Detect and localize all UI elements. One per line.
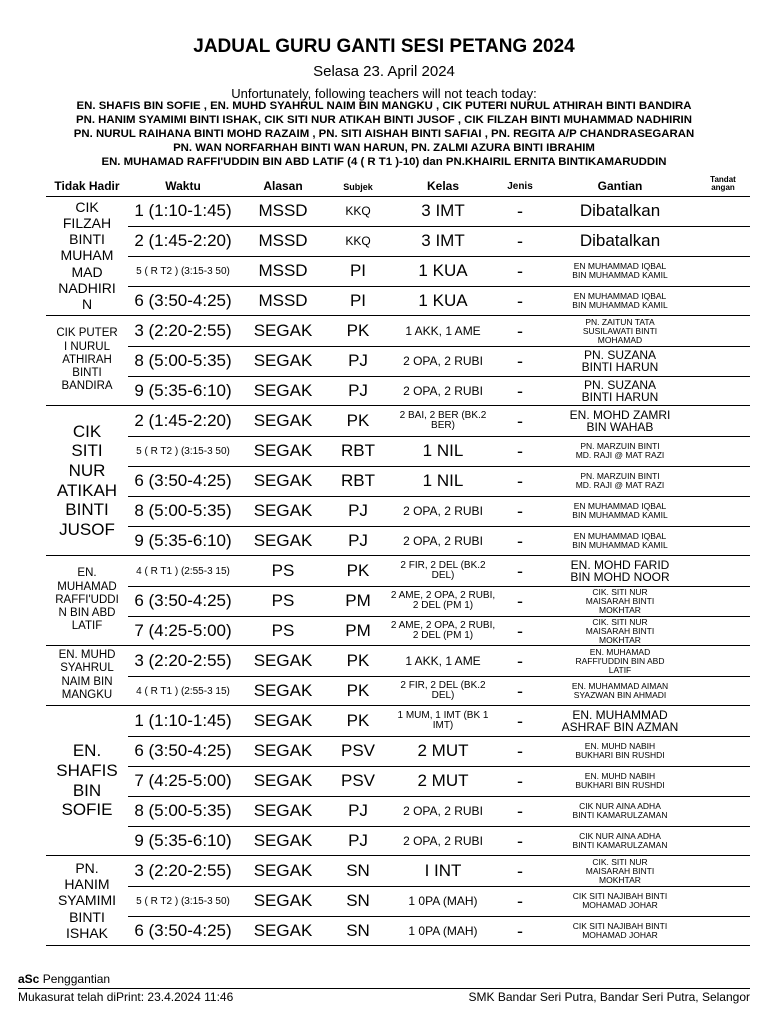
table-header [46,176,750,197]
cell-subjek: PI [349,261,367,280]
table-row [128,736,750,767]
cell-kelas: 1 AKK, 1 AME [405,654,481,668]
teacher-name-line: SYAMIMI [57,892,117,909]
col-jenis: Jenis [507,181,533,192]
cell-waktu: 6 (3:50-4:25) [134,741,232,760]
substitution-table [46,196,750,946]
cell-kelas: 2 MUT [417,741,469,760]
gantian-line: CIK. SITI NUR [592,586,648,597]
table-row [128,376,750,406]
cell-jenis: - [517,620,523,641]
cell-alasan: SEGAK [253,471,313,490]
gantian-line: CIK. SITI NUR [592,856,648,867]
table-row [128,346,750,377]
teacher-name-line: NUR [68,460,106,480]
gantian-line: EN. MOHD ZAMRI [569,408,671,422]
teacher-name-line: BINTI [65,500,109,520]
table-row [128,586,750,617]
cell-subjek: SN [346,891,370,910]
cell-kelas: 1 MUM, 1 IMT (BK 1 IMT) [397,710,489,731]
teacher-name-line: ISHAK [65,924,108,941]
cell-alasan: SEGAK [253,891,313,910]
col-gantian: Gantian [597,179,643,193]
col-tandatangan-line: Tandat [710,175,736,184]
table-row [128,796,750,827]
cell-gantian [544,766,696,796]
cell-alasan: SEGAK [253,351,313,370]
cell-kelas: 1 0PA (MAH) [408,924,478,938]
gantian-line: CIK SITI NAJIBAH BINTI [572,891,668,901]
cell-kelas: 1 0PA (MAH) [408,894,478,908]
cell-jenis: - [517,290,523,311]
cell-kelas: 2 AME, 2 OPA, 2 RUBI, 2 DEL (PM 1) [390,620,496,641]
gantian-line: BIN MUHAMMAD KAMIL [572,270,668,280]
cell-subjek: PK [346,651,370,670]
table-row [128,406,750,437]
cell-alasan: SEGAK [253,321,313,340]
gantian-line: MOKHTAR [599,634,641,645]
absent-line: EN. MUHAMAD RAFFI'UDDIN BIN ABD LATIF (4 ( R T1 )-10) dan PN.KHAIRIL ERNITA BINTIKAMARUDDIN [101,156,667,168]
table-row [128,826,750,856]
cell-jenis: - [517,380,523,401]
page-title: JADUAL GURU GANTI SESI PETANG 2024 [193,36,575,57]
teacher-name-line: EN. MUHD [58,649,116,662]
gantian-line: MAISARAH BINTI [585,865,655,876]
cell-jenis: - [517,230,523,251]
cell-gantian [544,526,696,556]
cell-kelas: 1 AKK, 1 AME [405,324,481,338]
cell-waktu: 8 (5:00-5:35) [134,351,232,370]
absent-teachers-list [4,99,764,169]
cell-kelas: 1 KUA [418,261,468,280]
teacher-name-line: BIN [72,780,102,800]
cell-gantian [544,256,696,286]
gantian-line: BIN WAHAB [586,420,654,434]
gantian-line: EN. MUHAMAD [589,646,651,657]
table-row [128,496,750,527]
cell-alasan: SEGAK [253,411,313,430]
cell-gantian [544,496,696,526]
cell-waktu: 8 (5:00-5:35) [134,801,232,820]
cell-jenis: - [517,470,523,491]
cell-waktu: 6 (3:50-4:25) [134,291,232,310]
cell-gantian [544,376,696,406]
teacher-name-line: CIK [75,199,99,216]
gantian-line: MAISARAH BINTI [585,625,655,636]
cell-jenis: - [517,770,523,791]
cell-subjek: PSV [340,741,376,760]
cell-jenis: - [517,800,523,821]
cell-waktu: 9 (5:35-6:10) [134,831,232,850]
teacher-name-line: PN. [75,860,99,877]
gantian-line: CIK NUR AINA ADHA [579,801,661,811]
cell-gantian [544,436,696,466]
teacher-name-line: N BIN ABD [58,607,116,620]
cell-kelas: 2 AME, 2 OPA, 2 RUBI, 2 DEL (PM 1) [390,590,496,611]
teacher-name-line: MUHAM [60,247,114,264]
cell-alasan: SEGAK [253,381,313,400]
table-row [128,616,750,646]
cell-subjek: KKQ [345,234,371,248]
cell-kelas: 2 FIR, 2 DEL (BK.2 DEL) [400,680,486,701]
cell-gantian [544,706,696,736]
cell-jenis: - [517,590,523,611]
cell-kelas: 2 OPA, 2 RUBI [403,354,483,368]
teacher-name-line: BINTI [69,908,105,925]
cell-kelas: 2 OPA, 2 RUBI [403,834,483,848]
gantian-line: EN MUHAMMAD IQBAL [573,531,667,541]
absent-line: PN. WAN NORFARHAH BINTI WAN HARUN, PN. ZALMI AZURA BINTI IBRAHIM [173,142,595,154]
cell-waktu: 4 ( R T1 ) (2:55-3 15) [136,565,230,577]
cell-subjek: KKQ [345,204,371,218]
gantian-line: MAISARAH BINTI [585,595,655,606]
table-row [128,436,750,467]
gantian-line: MD. RAJI @ MAT RAZI [575,480,665,490]
cell-jenis: - [517,500,523,521]
print-timestamp: Mukasurat telah diPrint: 23.4.2024 11:46 [18,990,234,1004]
cell-kelas: 2 OPA, 2 RUBI [403,804,483,818]
cell-waktu: 6 (3:50-4:25) [134,471,232,490]
cell-gantian [544,196,696,226]
gantian-line: BIN MUHAMMAD KAMIL [572,510,668,520]
cell-waktu: 5 ( R T2 ) (3:15-3 50) [136,445,230,457]
teacher-name-line: SHAFIS [56,760,118,780]
cell-jenis: - [517,530,523,551]
cell-gantian [544,886,696,916]
table-row [128,766,750,797]
cell-subjek: PJ [348,831,368,850]
cell-kelas: 3 IMT [421,231,465,250]
cell-waktu: 5 ( R T2 ) (3:15-3 50) [136,895,230,907]
cell-jenis: - [517,650,523,671]
col-subjek: Subjek [343,182,373,192]
absent-line: EN. SHAFIS BIN SOFIE , EN. MUHD SYAHRUL NAIM BIN MANGKU , CIK PUTERI NURUL ATHIRAH BINTI BANDIRA [76,100,692,112]
cell-gantian [544,796,696,826]
cell-alasan: SEGAK [253,741,313,760]
table-row [128,316,750,347]
cell-gantian [544,616,696,646]
cell-waktu: 9 (5:35-6:10) [134,531,232,550]
cell-kelas: 2 FIR, 2 DEL (BK.2 DEL) [400,560,486,581]
cell-alasan: SEGAK [253,651,313,670]
col-alasan: Alasan [263,179,303,193]
teacher-name-line: HANIM [64,876,110,893]
absent-line: PN. NURUL RAIHANA BINTI MOHD RAZAIM , PN. SITI AISHAH BINTI SAFIAI , PN. REGITA A/P CHANDRASEGARAN [73,128,695,140]
cell-alasan: SEGAK [253,831,313,850]
gantian-line: EN. MUHD NABIH [584,741,656,751]
cell-alasan: SEGAK [253,801,313,820]
gantian-line: BUKHARI BIN RUSHDI [575,750,665,760]
cell-gantian [544,736,696,766]
table-row [128,886,750,917]
cell-subjek: PJ [348,501,368,520]
cell-subjek: PJ [348,351,368,370]
cell-alasan: SEGAK [253,501,313,520]
cell-gantian [544,826,696,856]
gantian-line: CIK NUR AINA ADHA [579,831,661,841]
cell-subjek: PM [345,621,371,640]
gantian-line: PN. SUZANA [583,378,656,392]
cell-waktu: 3 (2:20-2:55) [134,651,232,670]
cell-alasan: MSSD [258,231,308,250]
cell-subjek: PK [346,711,370,730]
absent-teacher-name [46,856,128,945]
cell-gantian [544,466,696,496]
cell-alasan: SEGAK [253,861,313,880]
cell-subjek: PK [346,321,370,340]
cell-jenis: - [517,830,523,851]
teacher-name-line: SYAHRUL [60,662,114,675]
col-tandatangan-line: angan [711,183,735,192]
cell-kelas: 1 KUA [418,291,468,310]
gantian-line: EN. MUHAMMAD [572,708,668,722]
cell-waktu: 7 (4:25-5:00) [134,771,232,790]
cell-alasan: SEGAK [253,531,313,550]
teacher-name-line: MUHAMAD [57,580,117,593]
gantian-line: PN. SUZANA [583,348,656,362]
table-row [128,676,750,706]
gantian-line: SYAZWAN BIN AHMADI [573,690,667,700]
cell-kelas: 2 MUT [417,771,469,790]
cell-jenis: - [517,560,523,581]
cell-gantian [544,346,696,376]
gantian-line: EN. MUHAMMAD AIMAN [571,681,669,691]
gantian-line: CIK SITI NAJIBAH BINTI [572,921,668,931]
cell-jenis: - [517,920,523,941]
teacher-name-line: CIK PUTER [56,327,118,340]
table-row [128,196,750,227]
cell-waktu: 1 (1:10-1:45) [134,711,232,730]
cell-gantian [544,316,696,346]
table-row [128,286,750,316]
gantian-line: EN MUHAMMAD IQBAL [573,501,667,511]
cell-alasan: MSSD [258,261,308,280]
gantian-line: PN. ZAITUN TATA [585,316,655,327]
cell-subjek: PJ [348,531,368,550]
table-row [128,856,750,887]
cell-subjek: PK [346,561,370,580]
cell-subjek: PJ [348,801,368,820]
gantian-line: MOKHTAR [599,874,641,885]
cell-jenis: - [517,740,523,761]
footer-brand-rest: Penggantian [39,972,111,986]
teacher-name-line: MANGKU [61,688,113,701]
cell-subjek: PJ [348,381,368,400]
cell-subjek: PM [345,591,371,610]
gantian-line: EN MUHAMMAD IQBAL [573,291,667,301]
cell-subjek: PI [349,291,367,310]
table-row [128,526,750,556]
cell-kelas: 2 OPA, 2 RUBI [403,384,483,398]
col-tidak-hadir: Tidak Hadir [54,179,120,193]
cell-waktu: 3 (2:20-2:55) [134,861,232,880]
teacher-name-line: EN. [72,741,102,761]
cell-waktu: 5 ( R T2 ) (3:15-3 50) [136,265,230,277]
gantian-line: BINTI HARUN [581,390,659,404]
absent-line: PN. HANIM SYAMIMI BINTI ISHAK, CIK SITI NUR ATIKAH BINTI JUSOF , CIK FILZAH BINTI MUHAMMAD NADHIRIN [76,114,692,126]
gantian-line: MOKHTAR [599,604,641,615]
col-tandatangan [701,176,745,192]
cell-gantian [544,646,696,676]
gantian-line: ASHRAF BIN AZMAN [561,720,679,734]
teacher-name-line: NADHIRI [58,279,116,296]
cell-subjek: PK [346,681,370,700]
cell-kelas: 1 NIL [422,471,464,490]
cell-gantian [544,226,696,256]
cell-waktu: 1 (1:10-1:45) [134,201,232,220]
cell-alasan: SEGAK [253,771,313,790]
gantian-line: BINTI KAMARULZAMAN [572,810,668,820]
cell-waktu: 2 (1:45-2:20) [134,231,232,250]
teacher-name-line: MAD [71,263,103,280]
cell-gantian [544,586,696,616]
cell-gantian [544,406,696,436]
table-row [128,466,750,497]
cell-kelas: I INT [424,861,462,880]
absence-notice: Unfortunately, following teachers will not teach today: [231,86,537,101]
table-row [128,556,750,587]
footer-brand [18,972,110,986]
gantian-line: EN. MUHD NABIH [584,771,656,781]
teacher-name-line: LATIF [71,620,103,633]
footer-divider [18,988,750,989]
cell-jenis: - [517,890,523,911]
absent-teacher-name [46,556,128,645]
cell-jenis: - [517,680,523,701]
gantian-line: BINTI HARUN [581,360,659,374]
gantian-line: MOHAMAD JOHAR [582,900,658,910]
cell-waktu: 4 ( R T1 ) (2:55-3 15) [136,685,230,697]
gantian-line: MOHAMAD [597,334,643,345]
teacher-name-line: NAIM BIN [61,675,113,688]
cell-alasan: SEGAK [253,711,313,730]
teacher-name-line: ATIKAH [56,480,118,500]
teacher-name-line: EN. [77,567,97,580]
teacher-name-line: JUSOF [59,519,115,539]
cell-gantian [544,916,696,946]
cell-jenis: - [517,200,523,221]
col-kelas: Kelas [426,179,460,193]
gantian-line: BIN MOHD NOOR [570,570,670,584]
cell-subjek: PSV [340,771,376,790]
teacher-name-line: I NURUL [63,340,110,353]
cell-gantian [544,856,696,886]
absent-teacher-name [46,406,128,555]
teacher-name-line: BANDIRA [61,380,113,393]
gantian-line: Dibatalkan [579,201,661,220]
table-row [128,226,750,257]
teacher-name-line: SOFIE [61,800,113,820]
cell-waktu: 2 (1:45-2:20) [134,411,232,430]
gantian-line: MOHAMAD JOHAR [582,930,658,940]
cell-alasan: SEGAK [253,921,313,940]
teacher-name-line: BINTI [72,367,102,380]
cell-jenis: - [517,440,523,461]
cell-jenis: - [517,860,523,881]
gantian-line: BUKHARI BIN RUSHDI [575,780,665,790]
gantian-line: EN MUHAMMAD IQBAL [573,261,667,271]
table-row [128,256,750,287]
cell-subjek: RBT [341,441,375,460]
cell-jenis: - [517,320,523,341]
cell-kelas: 2 OPA, 2 RUBI [403,504,483,518]
cell-alasan: PS [271,621,295,640]
gantian-line: MD. RAJI @ MAT RAZI [575,450,665,460]
cell-alasan: PS [271,561,295,580]
teacher-name-line: SITI [71,441,103,461]
cell-jenis: - [517,260,523,281]
cell-waktu: 7 (4:25-5:00) [134,621,232,640]
gantian-line: BIN MUHAMMAD KAMIL [572,540,668,550]
teacher-name-line: BINTI [69,231,105,248]
cell-gantian [544,286,696,316]
footer-brand-bold: aSc [18,972,40,986]
cell-kelas: 1 NIL [422,441,464,460]
cell-subjek: SN [346,861,370,880]
cell-alasan: MSSD [258,291,308,310]
gantian-line: BIN MUHAMMAD KAMIL [572,300,668,310]
cell-alasan: SEGAK [253,681,313,700]
cell-alasan: SEGAK [253,441,313,460]
cell-waktu: 3 (2:20-2:55) [134,321,232,340]
cell-subjek: PK [346,411,370,430]
absent-teacher-name [46,646,128,705]
cell-subjek: SN [346,921,370,940]
cell-jenis: - [517,710,523,731]
cell-waktu: 8 (5:00-5:35) [134,501,232,520]
table-row [128,916,750,946]
gantian-line: EN. MOHD FARID [570,558,670,572]
absent-teacher-name [46,706,128,855]
school-name: SMK Bandar Seri Putra, Bandar Seri Putra, Selangor [468,990,750,1004]
schedule-date: Selasa 23. April 2024 [313,63,455,80]
cell-gantian [544,676,696,706]
gantian-line: SUSILAWATI BINTI [582,325,658,336]
absent-teacher-name [46,316,128,405]
gantian-line: BINTI KAMARULZAMAN [572,840,668,850]
cell-waktu: 6 (3:50-4:25) [134,591,232,610]
absent-teacher-name [46,196,128,315]
cell-kelas: 3 IMT [421,201,465,220]
cell-jenis: - [517,350,523,371]
gantian-line: PN. MARZUIN BINTI [580,441,660,451]
cell-gantian [544,556,696,586]
cell-waktu: 6 (3:50-4:25) [134,921,232,940]
teacher-name-line: N [81,295,93,312]
gantian-line: Dibatalkan [579,231,661,250]
gantian-line: CIK. SITI NUR [592,616,648,627]
teacher-name-line: CIK [72,421,102,441]
teacher-name-line: ATHIRAH [62,353,112,366]
gantian-line: LATIF [608,664,632,675]
table-row [128,646,750,677]
cell-waktu: 9 (5:35-6:10) [134,381,232,400]
cell-jenis: - [517,410,523,431]
gantian-line: RAFFI'UDDIN BIN ABD [575,655,665,666]
teacher-name-line: FILZAH [62,215,112,232]
gantian-line: PN. MARZUIN BINTI [580,471,660,481]
cell-kelas: 2 BAI, 2 BER (BK.2 BER) [399,410,487,431]
cell-kelas: 2 OPA, 2 RUBI [403,534,483,548]
cell-alasan: MSSD [258,201,308,220]
col-waktu: Waktu [165,179,201,193]
teacher-name-line: RAFFI'UDDI [55,593,119,606]
cell-alasan: PS [271,591,295,610]
table-row [128,706,750,737]
cell-subjek: RBT [341,471,375,490]
